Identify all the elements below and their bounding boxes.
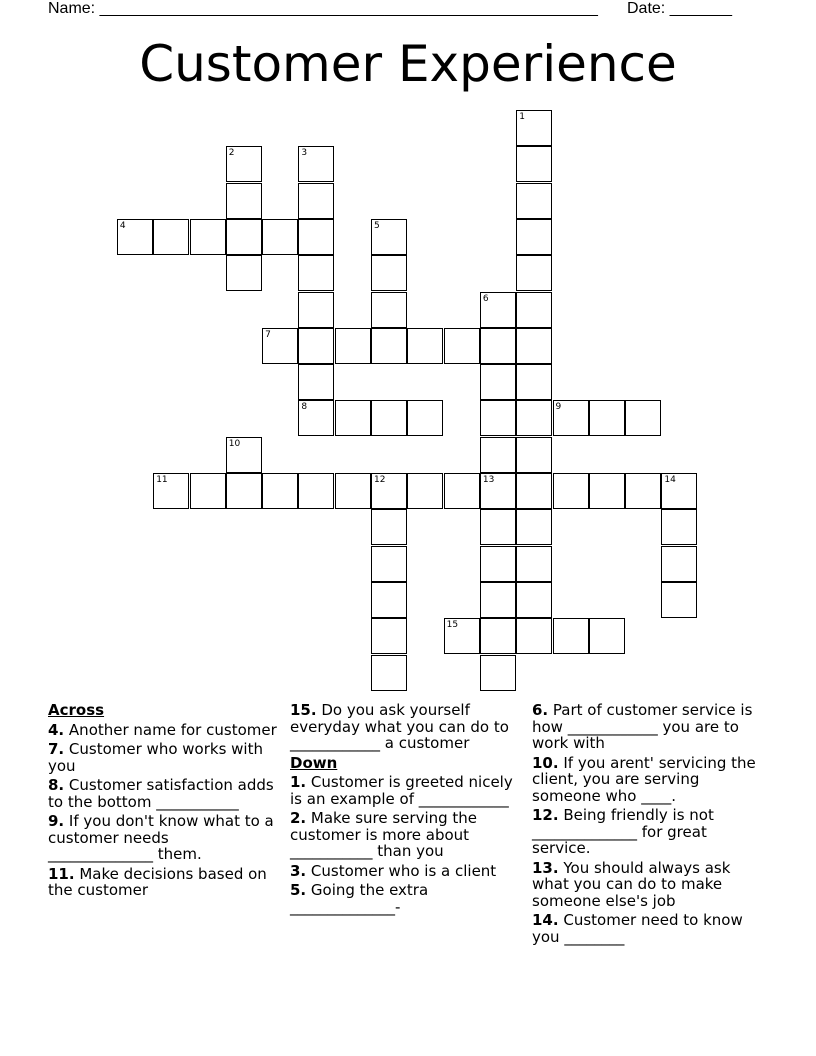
grid-cell[interactable] <box>444 618 480 654</box>
across-heading: Across <box>48 701 105 719</box>
clue-number: 6. <box>532 701 549 719</box>
clue-number: 5. <box>290 881 307 899</box>
grid-cell[interactable] <box>480 364 516 400</box>
clue-number: 14. <box>532 911 559 929</box>
grid-cell[interactable] <box>153 219 189 255</box>
grid-cell[interactable] <box>516 364 552 400</box>
date-field-label: Date: _______ <box>627 0 732 17</box>
grid-cell[interactable] <box>226 146 262 182</box>
grid-cell[interactable] <box>553 618 589 654</box>
clue-number: 8. <box>48 776 65 794</box>
grid-cell[interactable] <box>407 400 443 436</box>
grid-cell[interactable] <box>625 400 661 436</box>
grid-cell[interactable] <box>480 618 516 654</box>
cell-number: 15 <box>446 620 459 631</box>
grid-cell[interactable] <box>371 328 407 364</box>
grid-cell[interactable] <box>262 219 298 255</box>
grid-cell[interactable] <box>553 400 589 436</box>
down-heading: Down <box>290 753 338 772</box>
clue-down-14 <box>532 912 762 945</box>
cell-number: 1 <box>519 112 525 122</box>
grid-cell[interactable] <box>298 255 334 291</box>
clue-text: If you don't know what to a customer needs ______________ them. <box>48 812 274 863</box>
grid-cell[interactable] <box>516 255 552 291</box>
cell-number: 6 <box>482 293 489 304</box>
grid-cell[interactable] <box>371 255 407 291</box>
grid-cell[interactable] <box>407 328 443 364</box>
clue-down-6 <box>532 702 762 752</box>
clue-text: Make sure serving the customer is more about ___________ than you <box>290 809 478 860</box>
grid-cell[interactable] <box>226 219 262 255</box>
clue-number: 15. <box>290 701 317 719</box>
cell-number: 4 <box>119 220 126 231</box>
grid-cell[interactable] <box>516 473 552 509</box>
clue-number: 2. <box>290 809 307 827</box>
clue-number: 9. <box>48 812 65 830</box>
clue-down-12 <box>532 807 762 857</box>
grid-cell[interactable] <box>371 473 407 509</box>
clue-down-5 <box>290 882 520 915</box>
grid-cell[interactable] <box>298 364 334 400</box>
grid-cell[interactable] <box>661 546 697 582</box>
grid-cell[interactable] <box>444 328 480 364</box>
clue-number: 3. <box>290 861 307 880</box>
grid-cell[interactable] <box>226 437 262 473</box>
grid-cell[interactable] <box>371 219 407 255</box>
clue-text: Going the extra ______________- <box>290 881 429 916</box>
grid-cell[interactable] <box>298 400 334 436</box>
grid-cell[interactable] <box>516 400 552 436</box>
cell-number: 11 <box>156 475 168 485</box>
clue-number: 11. <box>48 864 75 883</box>
grid-cell[interactable] <box>371 509 407 545</box>
clues-column-3 <box>532 702 762 948</box>
clue-number: 10. <box>532 753 559 772</box>
page-title: Customer Experience <box>139 35 677 93</box>
grid-cell[interactable] <box>371 655 407 691</box>
clue-text: Being friendly is not ______________ for great service. <box>532 806 714 857</box>
grid-cell[interactable] <box>516 328 552 364</box>
clue-text: Part of customer service is how ____________ you are to work with <box>532 701 753 752</box>
grid-cell[interactable] <box>589 473 625 509</box>
grid-cell[interactable] <box>298 473 334 509</box>
clue-number: 7. <box>48 740 65 758</box>
clue-down-10 <box>532 755 762 805</box>
grid-cell[interactable] <box>226 255 262 291</box>
grid-cell[interactable] <box>117 219 153 255</box>
grid-cell[interactable] <box>335 473 371 509</box>
grid-cell[interactable] <box>516 110 552 146</box>
clue-number: 4. <box>48 720 65 739</box>
grid-cell[interactable] <box>480 582 516 618</box>
clue-number: 13. <box>532 858 559 877</box>
grid-cell[interactable] <box>516 437 552 473</box>
cell-number: 13 <box>482 475 495 485</box>
grid-cell[interactable] <box>298 292 334 328</box>
grid-cell[interactable] <box>589 618 625 654</box>
clues-column-2 <box>290 702 520 918</box>
clue-text: Customer who is a client <box>310 861 497 880</box>
grid-cell[interactable] <box>516 292 552 328</box>
grid-cell[interactable] <box>298 183 334 219</box>
grid-cell[interactable] <box>516 219 552 255</box>
grid-cell[interactable] <box>480 473 516 509</box>
cell-number: 8 <box>301 402 308 413</box>
grid-cell[interactable] <box>480 509 516 545</box>
grid-cell[interactable] <box>153 473 189 509</box>
clue-text: If you arent' servicing the client, you are serving someone who ____. <box>532 753 756 805</box>
cell-number: 5 <box>374 220 380 231</box>
grid-cell[interactable] <box>553 473 589 509</box>
grid-cell[interactable] <box>516 146 552 182</box>
clue-text: Make decisions based on the customer <box>48 864 267 899</box>
clue-across-8 <box>48 777 278 810</box>
grid-cell[interactable] <box>480 400 516 436</box>
grid-cell[interactable] <box>480 655 516 691</box>
clue-across-4 <box>48 722 278 739</box>
clue-down-3 <box>290 863 520 880</box>
grid-cell[interactable] <box>371 618 407 654</box>
grid-cell[interactable] <box>589 400 625 436</box>
cell-number: 12 <box>374 475 386 485</box>
grid-cell[interactable] <box>190 219 226 255</box>
cell-number: 7 <box>265 329 271 340</box>
clue-across-15 <box>290 702 520 752</box>
grid-cell[interactable] <box>516 582 552 618</box>
grid-cell[interactable] <box>371 400 407 436</box>
cell-number: 3 <box>301 148 308 159</box>
grid-cell[interactable] <box>661 582 697 618</box>
grid-cell[interactable] <box>298 328 334 364</box>
clue-text: Customer need to know you ________ <box>532 911 743 946</box>
clue-across-11 <box>48 866 278 899</box>
clue-number: 1. <box>290 773 307 791</box>
clue-text: Customer who works with you <box>48 740 263 775</box>
grid-cell[interactable] <box>480 292 516 328</box>
cell-number: 2 <box>228 148 235 159</box>
clue-text: You should always ask what you can do to make someone else's job <box>532 858 731 910</box>
grid-cell[interactable] <box>516 509 552 545</box>
clue-down-13 <box>532 860 762 910</box>
cell-number: 14 <box>664 475 676 485</box>
grid-cell[interactable] <box>371 546 407 582</box>
grid-cell[interactable] <box>371 292 407 328</box>
name-field-label: Name: ________________________________________________________ <box>48 0 598 17</box>
grid-cell[interactable] <box>661 473 697 509</box>
grid-cell[interactable] <box>625 473 661 509</box>
grid-cell[interactable] <box>298 219 334 255</box>
grid-cell[interactable] <box>516 183 552 219</box>
clue-across-9 <box>48 813 278 863</box>
grid-cell[interactable] <box>190 473 226 509</box>
clue-across-7 <box>48 741 278 774</box>
clue-down-2 <box>290 810 520 860</box>
grid-cell[interactable] <box>480 328 516 364</box>
grid-cell[interactable] <box>226 473 262 509</box>
clues-column-1 <box>48 702 278 902</box>
grid-cell[interactable] <box>516 546 552 582</box>
clue-text: Customer is greeted nicely is an example of ____________ <box>290 773 513 808</box>
clue-text: Customer satisfaction adds to the bottom ___________ <box>48 776 274 811</box>
grid-cell[interactable] <box>407 473 443 509</box>
grid-cell[interactable] <box>480 437 516 473</box>
grid-cell[interactable] <box>444 473 480 509</box>
grid-cell[interactable] <box>480 546 516 582</box>
grid-cell[interactable] <box>335 400 371 436</box>
grid-cell[interactable] <box>335 328 371 364</box>
grid-cell[interactable] <box>226 183 262 219</box>
clue-down-1 <box>290 774 520 807</box>
grid-cell[interactable] <box>661 509 697 545</box>
grid-cell[interactable] <box>262 328 298 364</box>
grid-cell[interactable] <box>262 473 298 509</box>
cell-number: 10 <box>228 438 241 449</box>
clue-text: Do you ask yourself everyday what you can do to ____________ a customer <box>290 701 509 752</box>
grid-cell[interactable] <box>371 582 407 618</box>
grid-cell[interactable] <box>516 618 552 654</box>
clue-number: 12. <box>532 806 559 824</box>
cell-number: 9 <box>555 402 562 413</box>
clue-text: Another name for customer <box>68 720 277 739</box>
grid-cell[interactable] <box>298 146 334 182</box>
